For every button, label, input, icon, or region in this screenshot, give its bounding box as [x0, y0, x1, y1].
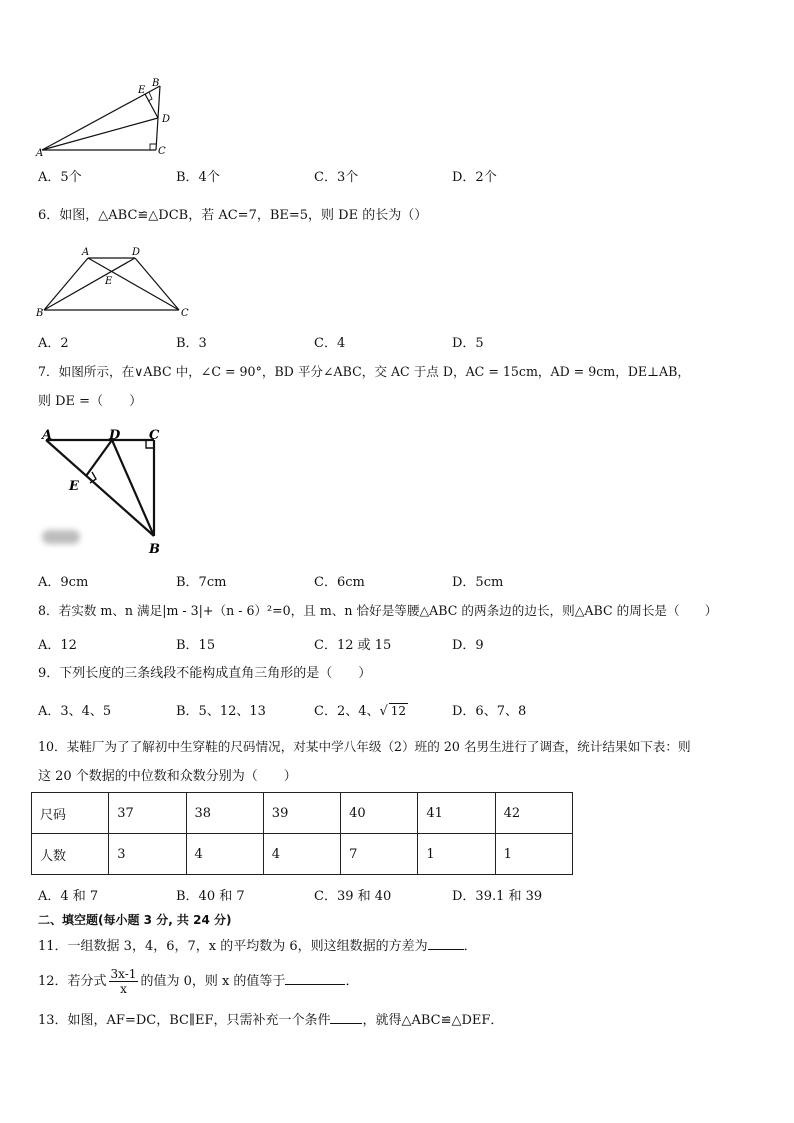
q9-option-b[interactable]: B．5、12、13 — [176, 704, 266, 719]
q7-stem-line2: 则 DE =（ ） — [38, 394, 143, 409]
q11-stem — [38, 937, 477, 956]
q9-option-d[interactable]: D．6、7、8 — [452, 704, 527, 719]
q6-stem: 6．如图，△ABC≌△DCB，若 AC=7，BE=5，则 DE 的长为（） — [38, 208, 428, 223]
blurred-watermark — [42, 530, 80, 544]
q6-option-d[interactable]: D．5 — [452, 336, 484, 351]
sqrt-symbol: √ — [379, 704, 388, 719]
q13-suffix: ，就得△ABC≌△DEF． — [362, 1013, 504, 1028]
q10-option-d[interactable]: D．39.1 和 39 — [452, 889, 543, 904]
q10-options — [38, 885, 758, 903]
fig6-label-E: E — [105, 276, 113, 287]
q7-option-d[interactable]: D．5cm — [452, 575, 504, 590]
fig5-label-E: E — [138, 85, 146, 96]
fig6-label-B: B — [36, 308, 44, 319]
q12-fraction — [109, 967, 139, 996]
q12-answer-blank[interactable] — [285, 972, 345, 985]
q7-option-a[interactable]: A．9cm — [38, 575, 89, 590]
q8-option-a[interactable]: A．12 — [38, 638, 77, 653]
q7-options — [38, 571, 758, 589]
table-row — [32, 793, 573, 834]
q9-option-a[interactable]: A．3、4、5 — [38, 704, 112, 719]
section-title: 二、填空题(每小题 3 分, 共 24 分) — [38, 913, 232, 927]
q8-option-c[interactable]: C．12 或 15 — [314, 638, 392, 653]
shoe-size-table — [31, 792, 573, 875]
q8-options — [38, 634, 758, 652]
q6-option-b[interactable]: B．3 — [176, 336, 207, 351]
q9-option-c[interactable] — [314, 700, 408, 719]
q10-stem-line1: 10．某鞋厂为了了解初中生穿鞋的尺码情况，对某中学八年级（2）班的 20 名男生进行了调查，统计结果如下表：则 — [38, 739, 691, 754]
table-cell: 37 — [109, 793, 186, 834]
table-cell: 39 — [263, 793, 340, 834]
q9-option-c-text: C．2、4、 — [314, 704, 380, 719]
fig7-label-E: E — [69, 479, 79, 494]
q11-text: 11．一组数据 3，4，6，7，x 的平均数为 6，则这组数据的方差为 — [38, 939, 428, 954]
table-cell: 3 — [109, 834, 186, 875]
fig6-label-C: C — [181, 308, 189, 319]
q12-end: ． — [345, 974, 359, 989]
q6-options — [38, 332, 758, 350]
table-cell: 人数 — [32, 834, 109, 875]
q8-stem: 8．若实数 m、n 满足|m - 3|+（n - 6）²=0，且 m、n 恰好是等腰△ABC 的两条边的边长，则△ABC 的周长是（ ） — [38, 603, 718, 618]
fig5-label-A: A — [36, 148, 44, 159]
q5-option-b[interactable]: B．4个 — [176, 170, 220, 185]
table-cell: 7 — [341, 834, 418, 875]
table-cell: 1 — [418, 834, 495, 875]
q13-answer-blank[interactable] — [330, 1011, 362, 1024]
fig5-label-B: B — [152, 78, 160, 89]
q6-option-a[interactable]: A．2 — [38, 336, 69, 351]
q12-suffix: 的值为 0，则 x 的值等于 — [140, 974, 286, 989]
fig5-label-C: C — [158, 146, 166, 157]
q8-option-d[interactable]: D．9 — [452, 638, 484, 653]
fig7-label-C: C — [149, 428, 160, 443]
q12-denominator: x — [120, 982, 127, 996]
q9-option-c-radicand: 12 — [390, 704, 407, 718]
table-row — [32, 834, 573, 875]
q5-options — [38, 166, 758, 184]
q10-option-c[interactable]: C．39 和 40 — [314, 889, 392, 904]
q6-option-c[interactable]: C．4 — [314, 336, 346, 351]
q7-option-c[interactable]: C．6cm — [314, 575, 365, 590]
figure-q6 — [34, 246, 194, 321]
table-cell: 1 — [495, 834, 572, 875]
table-cell: 42 — [495, 793, 572, 834]
q12-numerator: 3x-1 — [110, 967, 137, 981]
fig7-label-D: D — [109, 428, 121, 443]
q5-option-c[interactable]: C．3个 — [314, 170, 359, 185]
q9-options — [38, 700, 758, 718]
q13-prefix: 13．如图，AF=DC，BC∥EF，只需补充一个条件 — [38, 1013, 331, 1028]
q10-option-b[interactable]: B．40 和 7 — [176, 889, 245, 904]
table-cell: 4 — [263, 834, 340, 875]
table-cell: 41 — [418, 793, 495, 834]
q11-answer-blank[interactable] — [428, 937, 464, 950]
q7-stem-line1: 7．如图所示，在∨ABC 中，∠C = 90°，BD 平分∠ABC，交 AC 于点 D，AC = 15cm，AD = 9cm，DE⊥AB， — [38, 364, 690, 379]
fig6-label-A: A — [82, 247, 90, 258]
q5-option-a[interactable]: A．5个 — [38, 170, 82, 185]
fig6-label-D: D — [132, 247, 141, 258]
q11-end: ． — [463, 939, 477, 954]
q9-stem: 9．下列长度的三条线段不能构成直角三角形的是（ ） — [38, 666, 372, 681]
q5-option-d[interactable]: D．2个 — [452, 170, 497, 185]
q12-prefix: 12．若分式 — [38, 974, 107, 989]
q8-option-b[interactable]: B．15 — [176, 638, 216, 653]
fig7-label-B: B — [149, 542, 160, 557]
q10-stem-line2: 这 20 个数据的中位数和众数分别为（ ） — [38, 769, 297, 784]
fig7-label-A: A — [42, 428, 53, 443]
fig5-label-D: D — [162, 114, 171, 125]
table-cell: 38 — [186, 793, 263, 834]
q7-option-b[interactable]: B．7cm — [176, 575, 227, 590]
q13-stem — [38, 1011, 503, 1030]
q10-option-a[interactable]: A．4 和 7 — [38, 889, 99, 904]
table-cell: 40 — [341, 793, 418, 834]
table-cell: 尺码 — [32, 793, 109, 834]
q12-stem — [38, 964, 358, 1000]
table-cell: 4 — [186, 834, 263, 875]
figure-q5 — [34, 78, 184, 163]
